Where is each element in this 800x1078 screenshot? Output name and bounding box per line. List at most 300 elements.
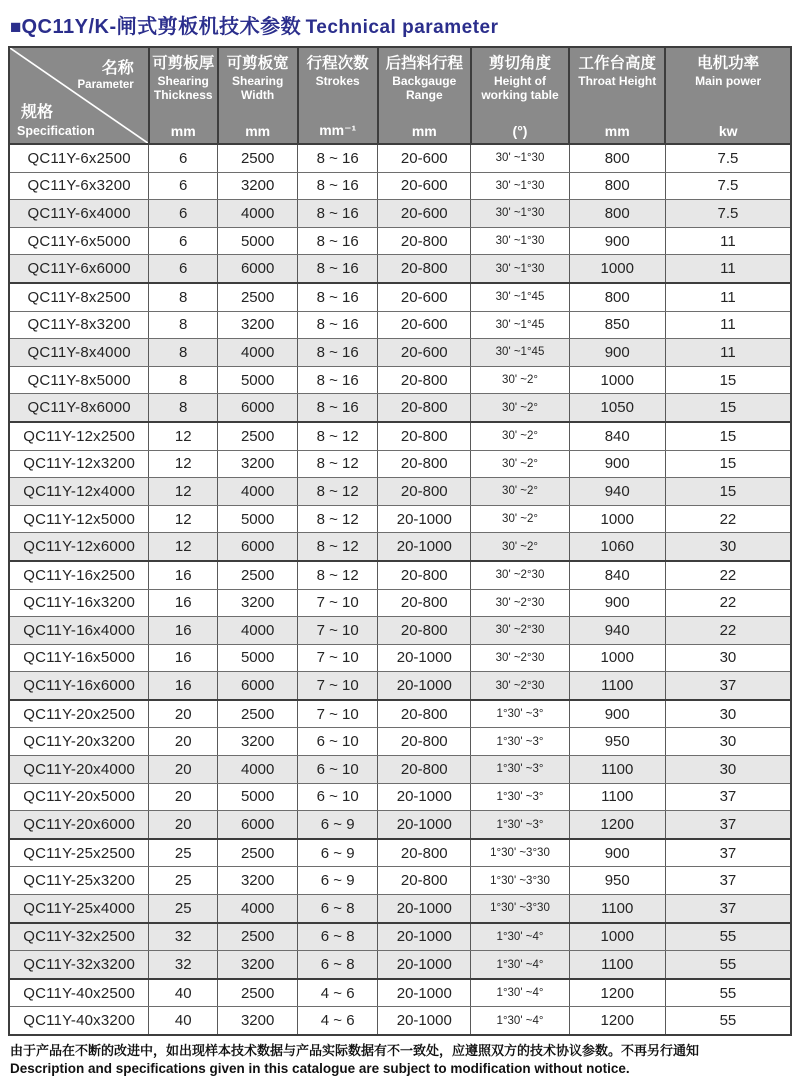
model-cell: QC11Y-16x4000 [9, 617, 149, 645]
throat-cell: 800 [569, 144, 665, 172]
angle-cell: 1°30' ~3° [471, 811, 569, 839]
model-cell: QC11Y-16x5000 [9, 644, 149, 672]
thickness-cell: 6 [149, 255, 218, 283]
thickness-cell: 8 [149, 311, 218, 339]
power-cell: 11 [665, 255, 791, 283]
title-square-bullet: ■ [10, 17, 22, 38]
strokes-cell: 6 ~ 8 [298, 895, 378, 923]
model-cell: QC11Y-16x3200 [9, 589, 149, 617]
width-cell: 3200 [218, 311, 298, 339]
strokes-cell: 8 ~ 16 [298, 227, 378, 255]
footer-note [10, 1042, 792, 1078]
strokes-cell: 7 ~ 10 [298, 617, 378, 645]
angle-cell: 1°30' ~3°30 [471, 867, 569, 895]
strokes-cell: 8 ~ 12 [298, 422, 378, 450]
angle-cell: 1°30' ~4° [471, 951, 569, 979]
column-thickness-h-unit: mm [170, 123, 196, 139]
backgauge-cell: 20-600 [378, 311, 471, 339]
backgauge-cell: 20-1000 [378, 1007, 471, 1035]
throat-cell: 1000 [569, 255, 665, 283]
width-cell: 3200 [218, 951, 298, 979]
angle-cell: 1°30' ~4° [471, 979, 569, 1007]
table-row-qc11y-8x6000 [9, 394, 791, 422]
model-cell: QC11Y-25x4000 [9, 895, 149, 923]
width-cell: 2500 [218, 700, 298, 728]
width-cell: 3200 [218, 589, 298, 617]
corner-spec-cn: 规格 [21, 104, 54, 121]
angle-cell: 30' ~1°30 [471, 200, 569, 228]
throat-cell: 1100 [569, 951, 665, 979]
thickness-cell: 25 [149, 839, 218, 867]
throat-cell: 1000 [569, 923, 665, 951]
width-cell: 2500 [218, 561, 298, 589]
throat-cell: 1060 [569, 533, 665, 561]
page-title [10, 10, 792, 39]
column-throat-h-unit: mm [604, 123, 630, 139]
throat-cell: 800 [569, 200, 665, 228]
backgauge-cell: 20-1000 [378, 783, 471, 811]
column-throat-h-cn: 工作台高度 [578, 55, 656, 72]
throat-cell: 950 [569, 728, 665, 756]
backgauge-cell: 20-800 [378, 589, 471, 617]
strokes-cell: 8 ~ 16 [298, 311, 378, 339]
angle-cell: 30' ~1°45 [471, 339, 569, 367]
table-row-qc11y-6x2500 [9, 144, 791, 172]
backgauge-cell: 20-1000 [378, 672, 471, 700]
power-cell: 11 [665, 339, 791, 367]
strokes-cell: 8 ~ 16 [298, 255, 378, 283]
table-header [9, 47, 791, 144]
power-cell: 55 [665, 1007, 791, 1035]
header-row [9, 47, 791, 144]
width-cell: 2500 [218, 422, 298, 450]
angle-cell: 30' ~2° [471, 422, 569, 450]
model-cell: QC11Y-6x3200 [9, 172, 149, 200]
model-cell: QC11Y-6x5000 [9, 227, 149, 255]
corner-spec-en: Specification [17, 124, 95, 138]
throat-cell: 1100 [569, 895, 665, 923]
power-cell: 22 [665, 561, 791, 589]
angle-cell: 30' ~2°30 [471, 589, 569, 617]
angle-cell: 30' ~1°30 [471, 172, 569, 200]
width-cell: 4000 [218, 200, 298, 228]
column-thickness-h-cn: 可剪板厚 [152, 55, 215, 72]
table-body [9, 144, 791, 1035]
strokes-cell: 7 ~ 10 [298, 672, 378, 700]
backgauge-cell: 20-600 [378, 283, 471, 311]
thickness-cell: 12 [149, 422, 218, 450]
thickness-cell: 12 [149, 450, 218, 478]
thickness-cell: 8 [149, 339, 218, 367]
width-cell: 4000 [218, 895, 298, 923]
angle-cell: 1°30' ~3°30 [471, 839, 569, 867]
angle-cell: 30' ~2°30 [471, 561, 569, 589]
parameters-table [8, 46, 792, 1036]
column-header-angle [471, 47, 569, 144]
strokes-cell: 8 ~ 16 [298, 283, 378, 311]
backgauge-cell: 20-1000 [378, 979, 471, 1007]
model-cell: QC11Y-12x4000 [9, 478, 149, 506]
angle-cell: 30' ~1°30 [471, 227, 569, 255]
thickness-cell: 20 [149, 756, 218, 784]
table-row-qc11y-40x3200 [9, 1007, 791, 1035]
column-angle-h-cn: 剪切角度 [488, 55, 551, 72]
power-cell: 15 [665, 366, 791, 394]
model-cell: QC11Y-32x3200 [9, 951, 149, 979]
corner-cell [9, 47, 149, 144]
model-cell: QC11Y-20x4000 [9, 756, 149, 784]
strokes-cell: 8 ~ 12 [298, 561, 378, 589]
table-row-qc11y-8x5000 [9, 366, 791, 394]
power-cell: 15 [665, 450, 791, 478]
width-cell: 4000 [218, 339, 298, 367]
throat-cell: 900 [569, 450, 665, 478]
power-cell: 15 [665, 422, 791, 450]
width-cell: 5000 [218, 366, 298, 394]
angle-cell: 30' ~2°30 [471, 672, 569, 700]
power-cell: 55 [665, 951, 791, 979]
model-cell: QC11Y-40x2500 [9, 979, 149, 1007]
footer-note-cn: 由于产品在不断的改进中，如出现样本技术数据与产品实际数据有不一致处，应遵照双方的技术协议参数。不再另行通知 [10, 1043, 700, 1058]
throat-cell: 900 [569, 839, 665, 867]
strokes-cell: 8 ~ 16 [298, 144, 378, 172]
table-row-qc11y-8x2500 [9, 283, 791, 311]
width-cell: 6000 [218, 255, 298, 283]
corner-name-cn: 名称 [101, 60, 134, 77]
backgauge-cell: 20-800 [378, 478, 471, 506]
model-cell: QC11Y-20x2500 [9, 700, 149, 728]
throat-cell: 1000 [569, 644, 665, 672]
column-strokes-h-cn: 行程次数 [306, 55, 369, 72]
table-row-qc11y-6x4000 [9, 200, 791, 228]
table-row-qc11y-6x5000 [9, 227, 791, 255]
width-cell: 6000 [218, 811, 298, 839]
model-cell: QC11Y-20x6000 [9, 811, 149, 839]
power-cell: 55 [665, 923, 791, 951]
thickness-cell: 16 [149, 617, 218, 645]
angle-cell: 30' ~2° [471, 366, 569, 394]
thickness-cell: 32 [149, 923, 218, 951]
model-cell: QC11Y-8x3200 [9, 311, 149, 339]
width-cell: 2500 [218, 923, 298, 951]
angle-cell: 30' ~1°30 [471, 144, 569, 172]
corner-parameter-label [78, 55, 134, 91]
column-header-thickness [149, 47, 218, 144]
strokes-cell: 6 ~ 10 [298, 756, 378, 784]
width-cell: 3200 [218, 867, 298, 895]
power-cell: 37 [665, 839, 791, 867]
strokes-cell: 8 ~ 12 [298, 478, 378, 506]
thickness-cell: 8 [149, 394, 218, 422]
table-row-qc11y-25x2500 [9, 839, 791, 867]
width-cell: 4000 [218, 617, 298, 645]
thickness-cell: 32 [149, 951, 218, 979]
thickness-cell: 40 [149, 1007, 218, 1035]
backgauge-cell: 20-800 [378, 700, 471, 728]
strokes-cell: 6 ~ 9 [298, 867, 378, 895]
table-row-qc11y-12x5000 [9, 505, 791, 533]
thickness-cell: 12 [149, 533, 218, 561]
throat-cell: 940 [569, 478, 665, 506]
width-cell: 2500 [218, 144, 298, 172]
thickness-cell: 8 [149, 366, 218, 394]
backgauge-cell: 20-800 [378, 255, 471, 283]
angle-cell: 1°30' ~4° [471, 923, 569, 951]
backgauge-cell: 20-1000 [378, 923, 471, 951]
throat-cell: 840 [569, 561, 665, 589]
table-row-qc11y-32x2500 [9, 923, 791, 951]
strokes-cell: 8 ~ 16 [298, 200, 378, 228]
column-width-h-cn: 可剪板宽 [226, 55, 289, 72]
model-cell: QC11Y-25x2500 [9, 839, 149, 867]
thickness-cell: 16 [149, 644, 218, 672]
column-width-h-en: Shearing Width [231, 74, 284, 102]
angle-cell: 30' ~2°30 [471, 644, 569, 672]
throat-cell: 1000 [569, 505, 665, 533]
table-row-qc11y-16x6000 [9, 672, 791, 700]
table-row-qc11y-8x3200 [9, 311, 791, 339]
backgauge-cell: 20-800 [378, 422, 471, 450]
backgauge-cell: 20-1000 [378, 644, 471, 672]
angle-cell: 1°30' ~3° [471, 728, 569, 756]
thickness-cell: 8 [149, 283, 218, 311]
model-cell: QC11Y-16x2500 [9, 561, 149, 589]
column-backgauge-h-unit: mm [411, 123, 437, 139]
strokes-cell: 6 ~ 8 [298, 951, 378, 979]
angle-cell: 30' ~2° [471, 394, 569, 422]
table-row-qc11y-12x4000 [9, 478, 791, 506]
thickness-cell: 12 [149, 478, 218, 506]
width-cell: 3200 [218, 450, 298, 478]
table-row-qc11y-12x6000 [9, 533, 791, 561]
column-width-h-unit: mm [245, 123, 271, 139]
power-cell: 15 [665, 394, 791, 422]
width-cell: 5000 [218, 505, 298, 533]
model-cell: QC11Y-8x6000 [9, 394, 149, 422]
backgauge-cell: 20-800 [378, 394, 471, 422]
model-cell: QC11Y-25x3200 [9, 867, 149, 895]
model-cell: QC11Y-12x3200 [9, 450, 149, 478]
power-cell: 37 [665, 783, 791, 811]
strokes-cell: 7 ~ 10 [298, 589, 378, 617]
strokes-cell: 6 ~ 10 [298, 728, 378, 756]
model-cell: QC11Y-20x3200 [9, 728, 149, 756]
backgauge-cell: 20-800 [378, 839, 471, 867]
corner-name-en: Parameter [77, 79, 134, 91]
width-cell: 3200 [218, 728, 298, 756]
table-row-qc11y-16x2500 [9, 561, 791, 589]
throat-cell: 900 [569, 589, 665, 617]
power-cell: 11 [665, 227, 791, 255]
throat-cell: 850 [569, 311, 665, 339]
strokes-cell: 8 ~ 16 [298, 172, 378, 200]
power-cell: 7.5 [665, 200, 791, 228]
model-cell: QC11Y-12x6000 [9, 533, 149, 561]
throat-cell: 800 [569, 172, 665, 200]
table-row-qc11y-25x3200 [9, 867, 791, 895]
table-row-qc11y-12x3200 [9, 450, 791, 478]
column-power-h-unit: kw [718, 123, 738, 139]
column-angle-h-unit: (°) [512, 123, 528, 139]
thickness-cell: 6 [149, 144, 218, 172]
angle-cell: 30' ~2° [471, 505, 569, 533]
column-power-h-cn: 电机功率 [697, 55, 760, 72]
table-row-qc11y-6x3200 [9, 172, 791, 200]
backgauge-cell: 20-600 [378, 172, 471, 200]
throat-cell: 900 [569, 339, 665, 367]
throat-cell: 1200 [569, 811, 665, 839]
width-cell: 5000 [218, 227, 298, 255]
power-cell: 22 [665, 617, 791, 645]
model-cell: QC11Y-20x5000 [9, 783, 149, 811]
width-cell: 5000 [218, 644, 298, 672]
model-cell: QC11Y-40x3200 [9, 1007, 149, 1035]
width-cell: 2500 [218, 839, 298, 867]
power-cell: 30 [665, 700, 791, 728]
thickness-cell: 20 [149, 783, 218, 811]
backgauge-cell: 20-600 [378, 200, 471, 228]
backgauge-cell: 20-800 [378, 561, 471, 589]
thickness-cell: 25 [149, 895, 218, 923]
table-row-qc11y-40x2500 [9, 979, 791, 1007]
model-cell: QC11Y-8x2500 [9, 283, 149, 311]
model-cell: QC11Y-32x2500 [9, 923, 149, 951]
power-cell: 30 [665, 728, 791, 756]
width-cell: 5000 [218, 783, 298, 811]
table-row-qc11y-20x6000 [9, 811, 791, 839]
model-cell: QC11Y-6x4000 [9, 200, 149, 228]
power-cell: 30 [665, 533, 791, 561]
strokes-cell: 8 ~ 12 [298, 450, 378, 478]
column-power-h-en: Main power [695, 74, 762, 89]
table-row-qc11y-16x3200 [9, 589, 791, 617]
angle-cell: 30' ~2° [471, 478, 569, 506]
strokes-cell: 4 ~ 6 [298, 979, 378, 1007]
backgauge-cell: 20-800 [378, 728, 471, 756]
table-row-qc11y-25x4000 [9, 895, 791, 923]
table-row-qc11y-20x3200 [9, 728, 791, 756]
throat-cell: 1200 [569, 1007, 665, 1035]
power-cell: 7.5 [665, 144, 791, 172]
strokes-cell: 6 ~ 9 [298, 811, 378, 839]
column-throat-h-en: Throat Height [578, 74, 657, 89]
throat-cell: 800 [569, 283, 665, 311]
width-cell: 2500 [218, 979, 298, 1007]
power-cell: 30 [665, 644, 791, 672]
angle-cell: 30' ~1°30 [471, 255, 569, 283]
strokes-cell: 4 ~ 6 [298, 1007, 378, 1035]
thickness-cell: 16 [149, 672, 218, 700]
table-row-qc11y-20x2500 [9, 700, 791, 728]
column-thickness-h-en: Shearing Thickness [153, 74, 213, 102]
width-cell: 6000 [218, 533, 298, 561]
model-cell: QC11Y-16x6000 [9, 672, 149, 700]
power-cell: 7.5 [665, 172, 791, 200]
angle-cell: 30' ~2°30 [471, 617, 569, 645]
backgauge-cell: 20-800 [378, 867, 471, 895]
strokes-cell: 6 ~ 8 [298, 923, 378, 951]
column-strokes-h-unit: mm⁻¹ [319, 122, 357, 138]
width-cell: 4000 [218, 478, 298, 506]
column-angle-h-en: Height of working table [481, 74, 559, 102]
thickness-cell: 16 [149, 589, 218, 617]
backgauge-cell: 20-800 [378, 450, 471, 478]
column-header-backgauge [378, 47, 471, 144]
model-cell: QC11Y-6x2500 [9, 144, 149, 172]
angle-cell: 30' ~2° [471, 533, 569, 561]
width-cell: 3200 [218, 1007, 298, 1035]
power-cell: 11 [665, 311, 791, 339]
width-cell: 6000 [218, 672, 298, 700]
column-header-width [218, 47, 298, 144]
table-row-qc11y-20x4000 [9, 756, 791, 784]
backgauge-cell: 20-1000 [378, 895, 471, 923]
thickness-cell: 20 [149, 728, 218, 756]
model-cell: QC11Y-8x5000 [9, 366, 149, 394]
backgauge-cell: 20-600 [378, 339, 471, 367]
strokes-cell: 6 ~ 9 [298, 839, 378, 867]
angle-cell: 30' ~1°45 [471, 311, 569, 339]
backgauge-cell: 20-600 [378, 144, 471, 172]
model-cell: QC11Y-12x5000 [9, 505, 149, 533]
width-cell: 2500 [218, 283, 298, 311]
table-row-qc11y-12x2500 [9, 422, 791, 450]
throat-cell: 950 [569, 867, 665, 895]
thickness-cell: 25 [149, 867, 218, 895]
strokes-cell: 8 ~ 12 [298, 505, 378, 533]
thickness-cell: 6 [149, 227, 218, 255]
table-row-qc11y-16x4000 [9, 617, 791, 645]
strokes-cell: 6 ~ 10 [298, 783, 378, 811]
throat-cell: 900 [569, 700, 665, 728]
table-row-qc11y-6x6000 [9, 255, 791, 283]
power-cell: 11 [665, 283, 791, 311]
strokes-cell: 8 ~ 16 [298, 366, 378, 394]
thickness-cell: 6 [149, 172, 218, 200]
throat-cell: 1000 [569, 366, 665, 394]
footer-note-en: Description and specifications given in this catalogue are subject to modification without notice. [10, 1060, 630, 1076]
column-header-throat [569, 47, 665, 144]
table-row-qc11y-20x5000 [9, 783, 791, 811]
throat-cell: 1200 [569, 979, 665, 1007]
model-cell: QC11Y-8x4000 [9, 339, 149, 367]
title-chinese: QC11Y/K-闸式剪板机技术参数 [21, 16, 302, 38]
strokes-cell: 8 ~ 16 [298, 394, 378, 422]
strokes-cell: 8 ~ 12 [298, 533, 378, 561]
thickness-cell: 12 [149, 505, 218, 533]
backgauge-cell: 20-800 [378, 617, 471, 645]
width-cell: 6000 [218, 394, 298, 422]
throat-cell: 1100 [569, 756, 665, 784]
angle-cell: 1°30' ~4° [471, 1007, 569, 1035]
angle-cell: 1°30' ~3° [471, 756, 569, 784]
backgauge-cell: 20-1000 [378, 951, 471, 979]
corner-specification-label [17, 99, 95, 138]
power-cell: 37 [665, 672, 791, 700]
power-cell: 30 [665, 756, 791, 784]
angle-cell: 1°30' ~3°30 [471, 895, 569, 923]
throat-cell: 940 [569, 617, 665, 645]
column-backgauge-h-en: Backgauge Range [392, 74, 457, 102]
thickness-cell: 40 [149, 979, 218, 1007]
column-header-strokes [298, 47, 378, 144]
column-header-power [665, 47, 791, 144]
thickness-cell: 20 [149, 811, 218, 839]
power-cell: 22 [665, 589, 791, 617]
angle-cell: 30' ~1°45 [471, 283, 569, 311]
throat-cell: 1100 [569, 672, 665, 700]
column-strokes-h-en: Strokes [315, 74, 360, 89]
